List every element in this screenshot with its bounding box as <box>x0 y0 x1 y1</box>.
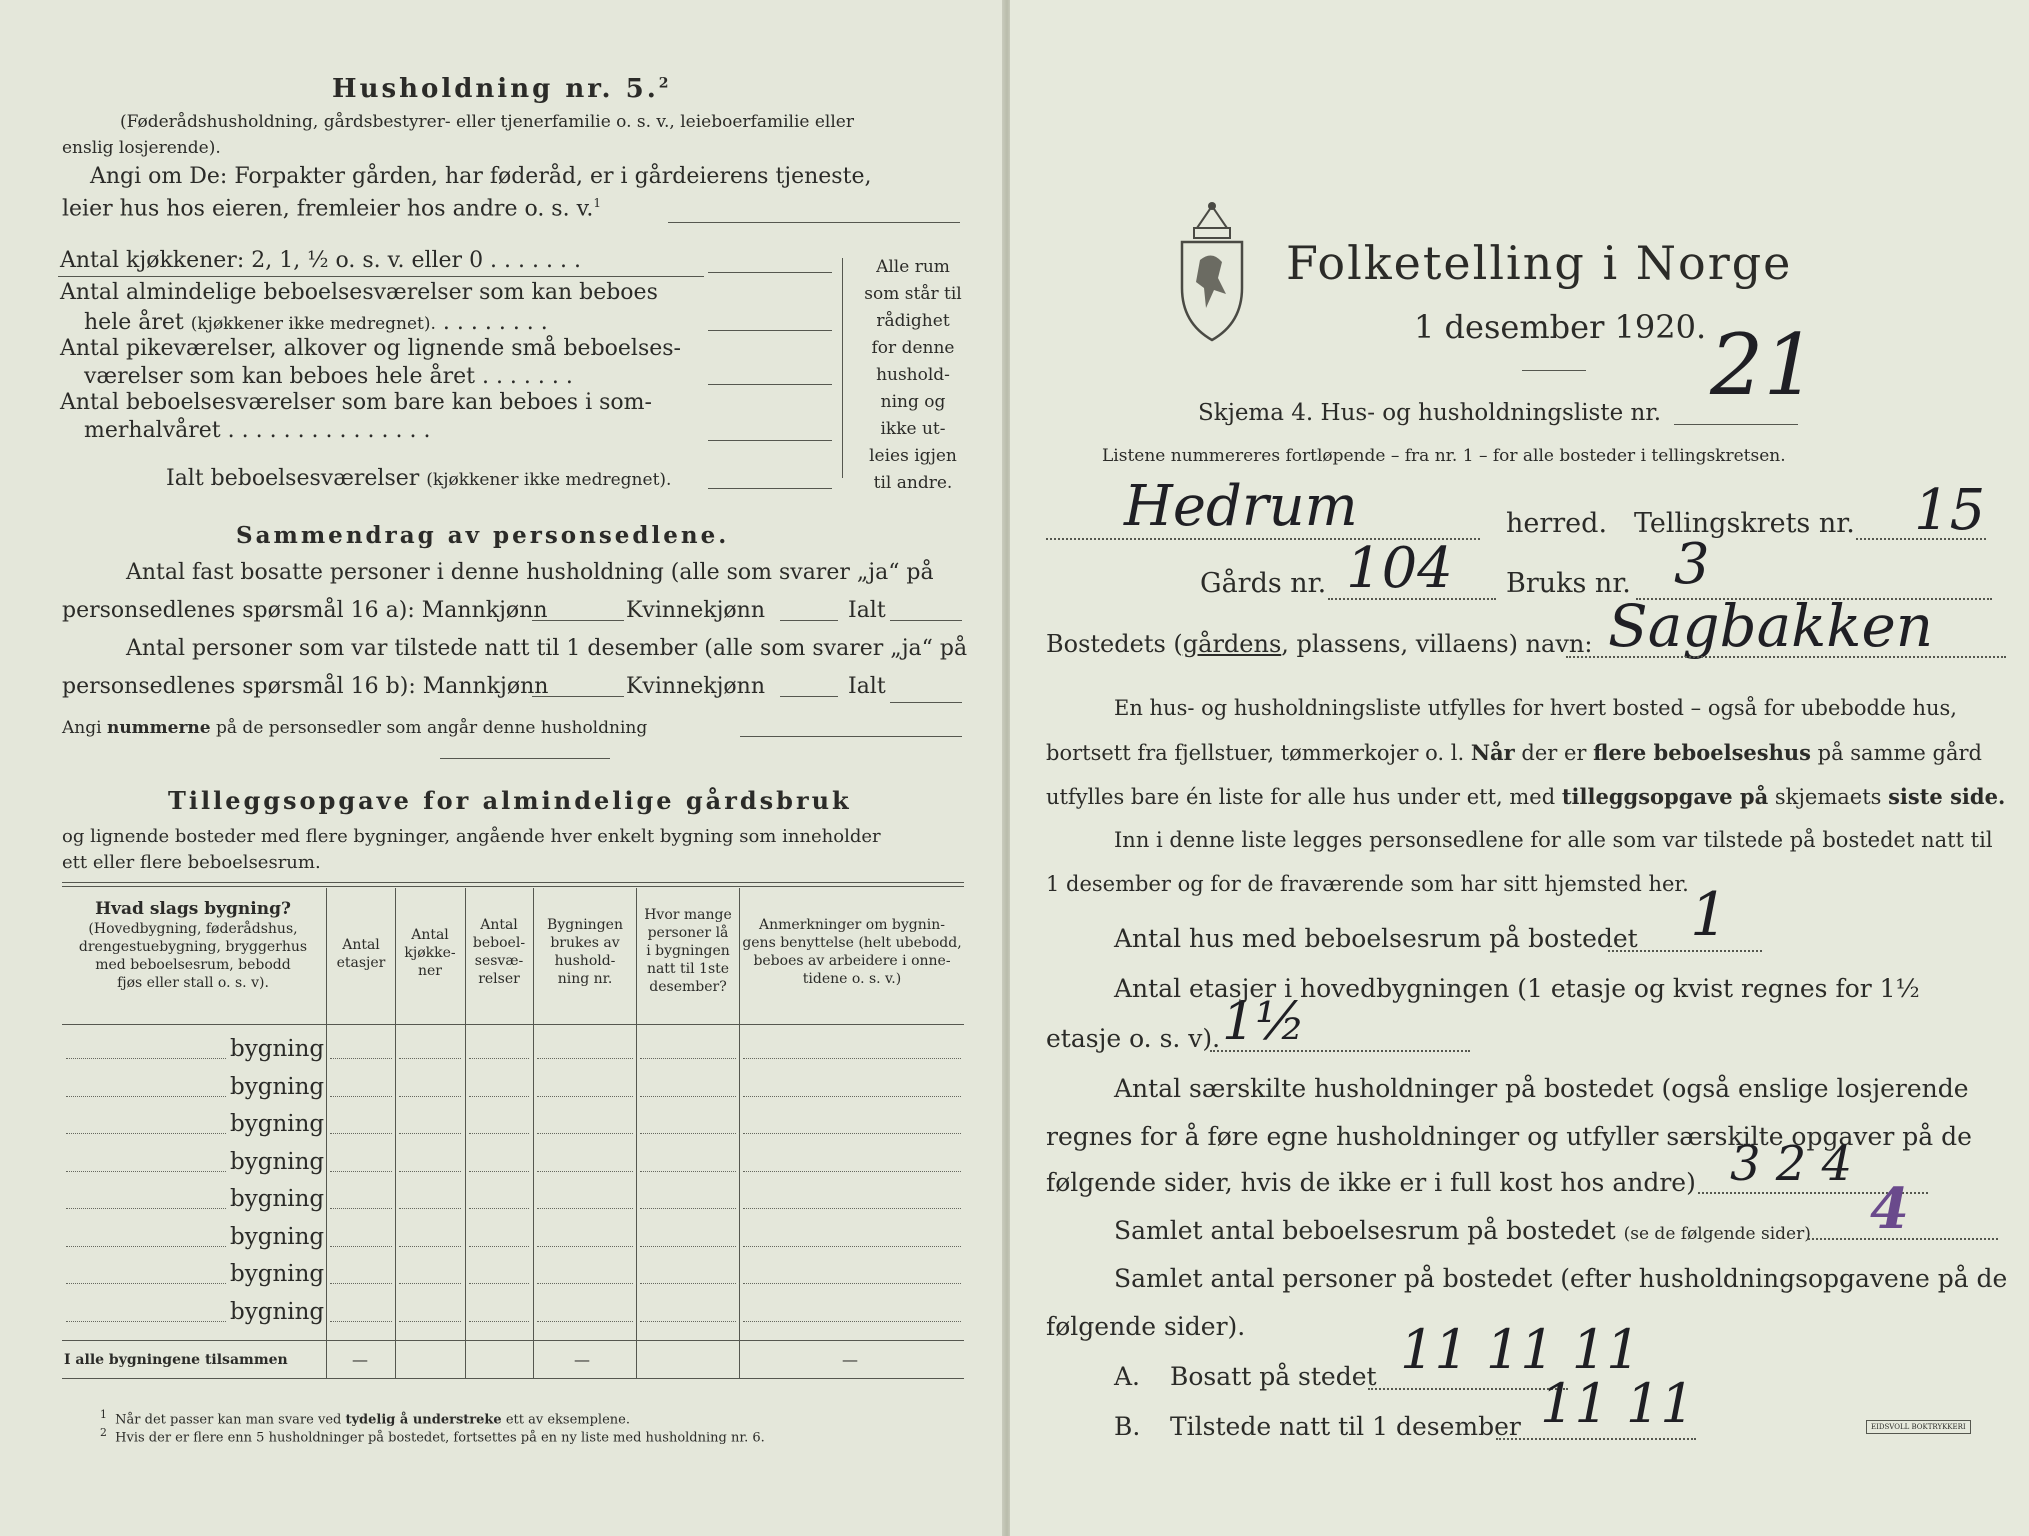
table-cell-blank <box>330 1096 392 1097</box>
tilstede-ialt-label: Ialt <box>848 674 886 699</box>
table-cell-blank <box>743 1283 961 1284</box>
table-cell-blank <box>640 1283 736 1284</box>
table-header-rule <box>62 1024 964 1025</box>
info-line-3: utfylles bare én liste for alle hus under ett, med tilleggsopgave på skjemaets siste side. <box>1046 784 2006 809</box>
table-cell-blank <box>469 1208 529 1209</box>
tellingskrets-label: Tellingskrets nr. <box>1634 508 1855 539</box>
building-type-blank <box>66 1096 226 1097</box>
etasjer-line-2: etasje o. s. v). <box>1046 1024 1221 1053</box>
gards-label: Gårds nr. <box>1200 568 1327 599</box>
building-row-label: bygning <box>230 1223 325 1250</box>
bosted-label: Bostedets (gårdens, plassens, villaens) navn: <box>1046 630 1593 658</box>
table-cell-blank <box>640 1208 736 1209</box>
col-personer-header: Hvor mange personer lå i bygningen natt til 1ste desember? <box>644 907 732 995</box>
fast-mann-line <box>532 620 624 621</box>
table-cell-blank <box>743 1321 961 1322</box>
hus-label: Antal hus med beboelsesrum på bostedet <box>1114 924 1638 953</box>
sarskilte-line-3: følgende sider, hvis de ikke er i full kost hos andre) <box>1046 1168 1696 1197</box>
table-cell-blank <box>537 1096 633 1097</box>
building-row-label: bygning <box>230 1111 325 1137</box>
pike-label-1: Antal pikeværelser, alkover og lignende små beboelses- <box>60 336 681 361</box>
total-dash-1: — <box>352 1350 368 1369</box>
table-cell-blank <box>399 1321 461 1322</box>
angi-answer-line <box>668 222 960 223</box>
sarskilte-line-1: Antal særskilte husholdninger på bostedet (også enslige losjerende <box>1114 1074 1969 1103</box>
tellingskrets-line <box>1856 538 1986 540</box>
info-line-5: 1 desember og for de fraværende som har sitt hjemsted her. <box>1046 872 1689 896</box>
table-cell-blank <box>537 1321 633 1322</box>
table-cell-blank <box>537 1246 633 1247</box>
bosted-line <box>1566 656 2006 658</box>
table-cell-blank <box>640 1171 736 1172</box>
table-cell-blank <box>330 1058 392 1059</box>
total-dash-3: — <box>842 1350 858 1369</box>
tilstede-mann-line <box>532 696 624 697</box>
angi-line-1: Angi om De: Forpakter gården, har føderåd, er i gårdeierens tjeneste, <box>90 164 872 189</box>
building-row-label: bygning <box>230 1036 325 1062</box>
right-page <box>1010 0 2029 1536</box>
table-cell-blank <box>399 1171 461 1172</box>
table-divider-3 <box>465 888 466 1378</box>
angi-line-2: leier hus hos eieren, fremleier hos andre o. s. v.$^1$ <box>62 196 602 222</box>
table-cell-blank <box>469 1058 529 1059</box>
bosted-hand: Sagbakken <box>1608 592 1934 660</box>
table-cell-blank <box>399 1208 461 1209</box>
tillegg-line-2: ett eller flere beboelsesrum. <box>62 852 321 873</box>
hus-line <box>1608 950 1762 952</box>
building-type-blank <box>66 1246 226 1247</box>
building-row-label: bygning <box>230 1298 325 1325</box>
tilstede-line-1: Antal personer som var tilstede natt til 1 desember (alle som svarer „ja“ på <box>126 636 968 661</box>
table-cell-blank <box>469 1321 529 1322</box>
building-type-blank <box>66 1058 226 1059</box>
sommer-label-1: Antal beboelsesværelser som bare kan beboes i som- <box>60 390 652 415</box>
sommer-answer-line <box>708 440 832 441</box>
bracket-note: Alle rum som står til rådighet for denne hushold- ning og ikke ut- leies igjen til andre. <box>864 257 962 493</box>
samlet-rum-line <box>1808 1238 1998 1240</box>
almindelige-label-1: Antal almindelige beboelsesværelser som kan beboes <box>60 280 658 305</box>
household-subnote-2: enslig losjerende). <box>62 138 221 158</box>
building-type-blank <box>66 1171 226 1172</box>
table-cell-blank <box>640 1058 736 1059</box>
title-divider <box>1522 370 1586 371</box>
fast-kvinne-label: Kvinnekjønn <box>626 598 765 623</box>
bruks-hand: 3 <box>1674 532 1710 597</box>
kjokken-rule <box>58 276 704 277</box>
left-page <box>0 0 1004 1536</box>
hus-hand: 1 <box>1690 880 1729 950</box>
col-kjokken-header: Antal kjøkke- ner <box>404 927 456 979</box>
sarskilte-line-2: regnes for å føre egne husholdninger og utfyller særskilte opgaver på de <box>1046 1122 1972 1151</box>
tilstede-label: Tilstede natt til 1 desember <box>1170 1412 1521 1441</box>
bosatt-label: Bosatt på stedet <box>1170 1362 1377 1391</box>
nummerne-answer-line <box>740 736 962 737</box>
list-number-hand: 21 <box>1710 316 1817 414</box>
table-cell-blank <box>469 1283 529 1284</box>
table-cell-blank <box>399 1096 461 1097</box>
samlet-pers-line-1: Samlet antal personer på bostedet (efter husholdningsopgavene på de <box>1114 1264 2008 1293</box>
col-vaerelser-header: Antal beboel- sesvæ- relser <box>472 917 526 987</box>
etasjer-line <box>1210 1050 1470 1052</box>
almindelige-answer-line <box>708 330 832 331</box>
herred-label: herred. <box>1506 508 1608 539</box>
tillegg-line-1: og lignende bosteder med flere bygninger, angående hver enkelt bygning som inneholder <box>62 826 881 847</box>
table-cell-blank <box>330 1283 392 1284</box>
household-heading: Husholdning nr. 5.$^2$ <box>332 74 672 104</box>
table-divider-5 <box>636 888 637 1378</box>
gards-line <box>1328 598 1496 600</box>
info-line-4: Inn i denne liste legges personsedlene for alle som var tilstede på bostedet natt til <box>1114 828 1993 852</box>
table-total-rule <box>62 1340 964 1341</box>
skjema-label: Skjema 4. Hus- og husholdningsliste nr. <box>1198 400 1662 426</box>
a-label: A. <box>1114 1362 1141 1391</box>
table-cell-blank <box>469 1246 529 1247</box>
tilstede-hand: 11 11 <box>1540 1372 1695 1435</box>
bosatt-hand: 11 11 11 <box>1400 1318 1641 1381</box>
table-cell-blank <box>399 1283 461 1284</box>
table-cell-blank <box>537 1208 633 1209</box>
table-cell-blank <box>469 1171 529 1172</box>
table-cell-blank <box>743 1133 961 1134</box>
table-cell-blank <box>537 1283 633 1284</box>
table-cell-blank <box>640 1133 736 1134</box>
table-cell-blank <box>537 1171 633 1172</box>
samlet-pers-line-2: følgende sider). <box>1046 1312 1246 1341</box>
building-row-label: bygning <box>230 1261 325 1287</box>
bosatt-line <box>1368 1388 1568 1390</box>
footnote-1: $^1$ Når det passer kan man svare ved tydelig å understreke ett av eksemplene. <box>100 1408 630 1428</box>
bracket <box>842 258 843 478</box>
pike-label-2: værelser som kan beboes hele året . . . . . . . <box>84 364 573 389</box>
etasjer-hand: 1½ <box>1222 992 1306 1052</box>
ialt-label: Ialt beboelsesværelser (kjøkkener ikke medregnet). <box>166 466 672 491</box>
building-row-label: bygning <box>230 1148 325 1175</box>
info-line-2: bortsett fra fjellstuer, tømmerkojer o. l. Når der er flere beboelseshus på samme gård <box>1046 740 1982 765</box>
table-cell-blank <box>640 1321 736 1322</box>
printer-stamp: EIDSVOLL BOKTRYKKERI <box>1866 1420 1971 1434</box>
table-cell-blank <box>330 1133 392 1134</box>
table-cell-blank <box>743 1208 961 1209</box>
main-title: Folketelling i Norge <box>1286 236 1793 290</box>
list-number-line <box>1674 424 1798 425</box>
tilstede-line-2: personsedlenes spørsmål 16 b): Mannkjønn <box>62 674 549 699</box>
table-cell-blank <box>330 1246 392 1247</box>
table-cell-blank <box>399 1246 461 1247</box>
building-type-blank <box>66 1283 226 1284</box>
tilstede-line <box>1496 1438 1696 1440</box>
fast-line-2: personsedlenes spørsmål 16 a): Mannkjønn <box>62 598 548 623</box>
sommer-label-2: merhalvåret . . . . . . . . . . . . . . . <box>84 418 431 443</box>
building-type-blank <box>66 1208 226 1209</box>
table-bottom-rule <box>62 1378 964 1379</box>
tilstede-ialt-line <box>890 702 962 703</box>
table-top-rule <box>62 882 964 883</box>
table-cell-blank <box>330 1208 392 1209</box>
fast-ialt-line <box>890 620 962 621</box>
table-cell-blank <box>743 1171 961 1172</box>
nummerne-line: Angi nummerne på de personsedler som angår denne husholdning <box>62 718 648 738</box>
col-building-header: Hvad slags bygning? (Hovedbygning, føderådshus, drengestuebygning, bryggerhus med beboelsesrum, bebodd fjøs eller stall o. s. v). <box>78 899 308 991</box>
almindelige-label-2: hele året (kjøkkener ikke medregnet). . . . . . . . . <box>84 310 548 335</box>
table-cell-blank <box>640 1096 736 1097</box>
footnote-2: $^2$ Hvis der er flere enn 5 husholdninger på bostedet, fortsettes på en ny liste med husholdning nr. 6. <box>100 1426 765 1446</box>
section-divider <box>440 758 610 759</box>
table-cell-blank <box>640 1246 736 1247</box>
sammendrag-title: Sammendrag av personsedlene. <box>236 522 730 549</box>
census-date: 1 desember 1920. <box>1414 308 1707 346</box>
table-cell-blank <box>330 1321 392 1322</box>
building-type-blank <box>66 1133 226 1134</box>
table-cell-blank <box>330 1171 392 1172</box>
fast-ialt-label: Ialt <box>848 598 886 623</box>
building-row-label: bygning <box>230 1073 325 1100</box>
ialt-answer-line <box>708 488 832 489</box>
table-cell-blank <box>743 1246 961 1247</box>
bruks-label: Bruks nr. <box>1506 568 1631 599</box>
fast-kvinne-line <box>780 620 838 621</box>
col-etasjer-header: Antal etasjer <box>336 937 386 971</box>
total-dash-2: — <box>574 1350 590 1369</box>
table-cell-blank <box>399 1133 461 1134</box>
tillegg-title: Tilleggsopgave for almindelige gårdsbruk <box>168 786 852 815</box>
col-husholdning-header: Bygningen brukes av hushold- ning nr. <box>547 917 623 987</box>
table-divider-6 <box>739 888 740 1378</box>
table-cell-blank <box>469 1096 529 1097</box>
kjokken-answer-line <box>708 272 832 273</box>
samlet-rum-label: Samlet antal beboelsesrum på bostedet (se de følgende sider) <box>1114 1216 1811 1245</box>
table-cell-blank <box>537 1133 633 1134</box>
table-top-rule-2 <box>62 886 964 887</box>
kjokken-label: Antal kjøkkener: 2, 1, ½ o. s. v. eller 0 . . . . . . . <box>60 248 581 273</box>
fast-line-1: Antal fast bosatte personer i denne husholdning (alle som svarer „ja“ på <box>126 560 934 585</box>
table-divider-1 <box>326 888 327 1378</box>
sarskilte-hand: 3 2 4 <box>1730 1136 1853 1192</box>
tilstede-kvinne-line <box>780 696 838 697</box>
samlet-rum-hand: 4 <box>1870 1176 1909 1242</box>
table-cell-blank <box>743 1096 961 1097</box>
table-cell-blank <box>537 1058 633 1059</box>
table-cell-blank <box>469 1133 529 1134</box>
coat-of-arms-icon <box>1172 198 1252 352</box>
herred-hand: Hedrum <box>1124 474 1358 539</box>
col-anmerkninger-header: Anmerkninger om bygnin- gens benyttelse (helt ubebodd, beboes av arbeidere i onne- tidene o. s. v.) <box>742 917 962 987</box>
table-cell-blank <box>743 1058 961 1059</box>
table-divider-2 <box>395 888 396 1378</box>
pike-answer-line <box>708 384 832 385</box>
table-divider-4 <box>533 888 534 1378</box>
building-type-blank <box>66 1321 226 1322</box>
etasjer-line-1: Antal etasjer i hovedbygningen (1 etasje og kvist regnes for 1½ <box>1114 974 1920 1003</box>
household-subnote-1: (Føderådshusholdning, gårdsbestyrer- eller tjenerfamilie o. s. v., leieboerfamilie eller <box>120 112 854 132</box>
total-label: I alle bygningene tilsammen <box>64 1352 288 1368</box>
building-row-label: bygning <box>230 1186 325 1212</box>
table-cell-blank <box>399 1058 461 1059</box>
gards-hand: 104 <box>1346 536 1453 601</box>
tellingskrets-hand: 15 <box>1914 478 1986 543</box>
listene-note: Listene nummereres fortløpende – fra nr. 1 – for alle bosteder i tellingskretsen. <box>1102 446 1786 466</box>
b-label: B. <box>1114 1412 1141 1441</box>
info-line-1: En hus- og husholdningsliste utfylles for hvert bosted – også for ubebodde hus, <box>1114 696 1957 720</box>
tilstede-kvinne-label: Kvinnekjønn <box>626 674 765 699</box>
